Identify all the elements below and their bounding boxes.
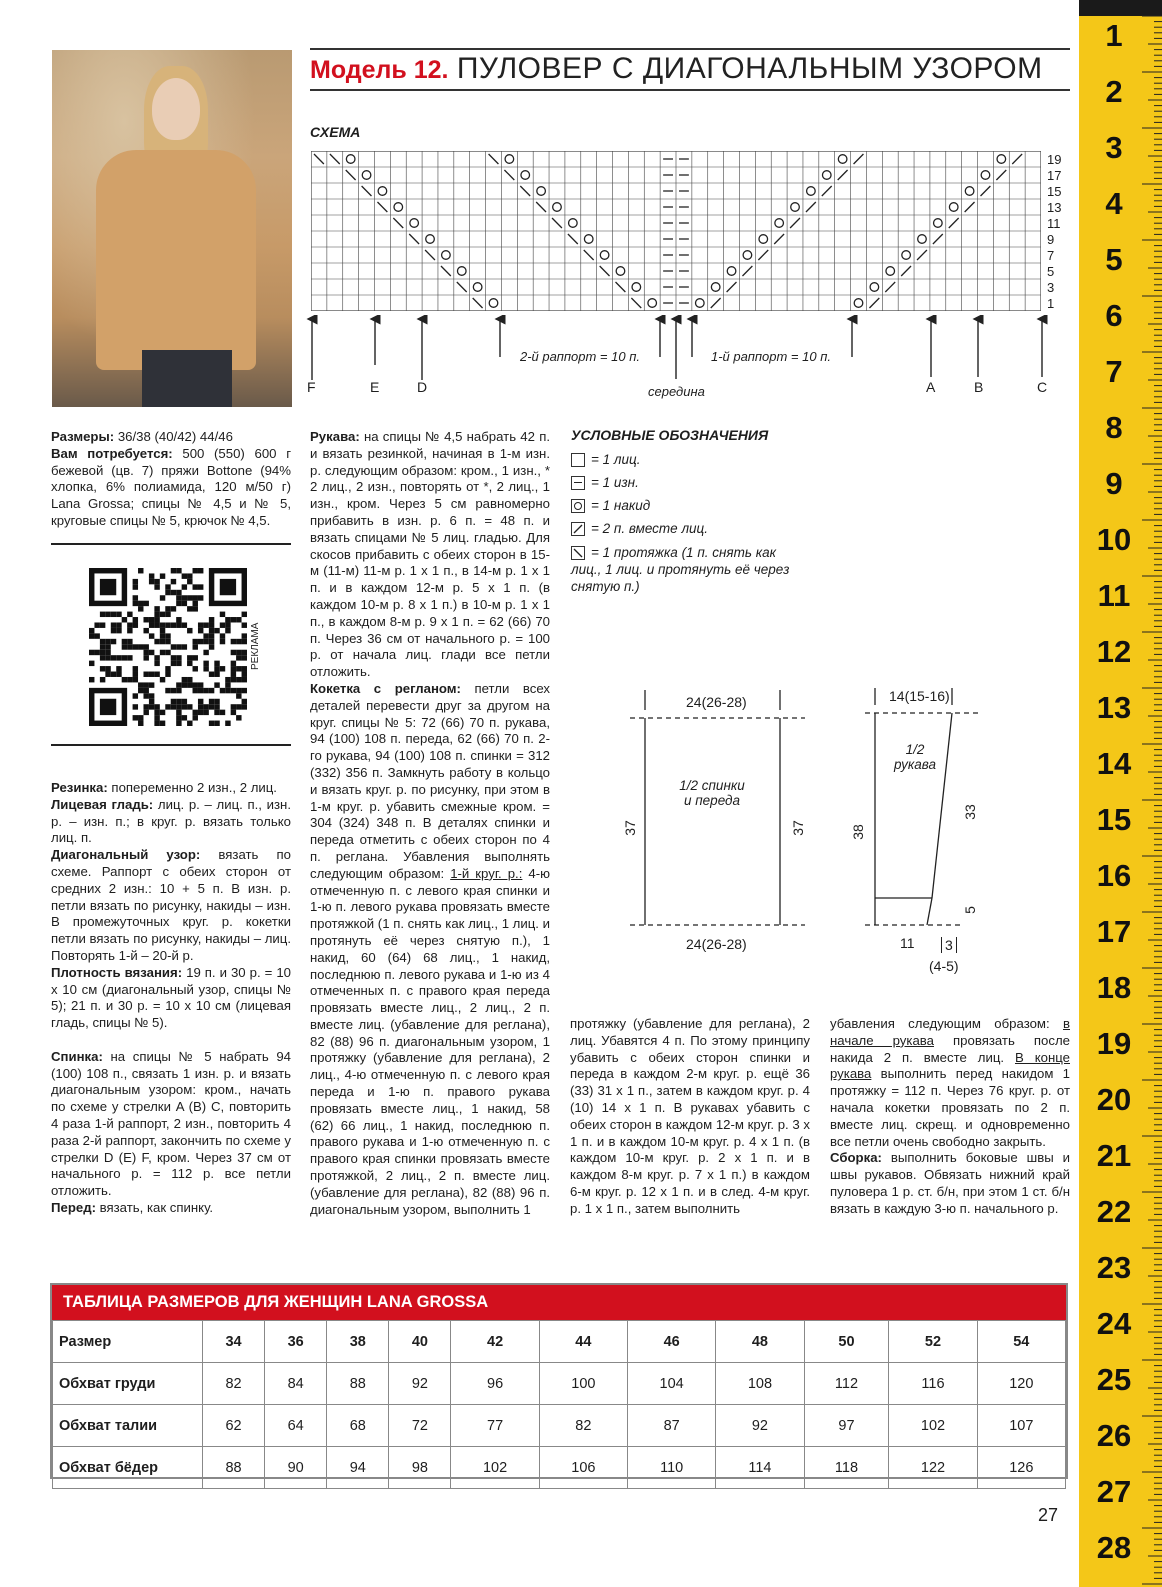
table-cell: 97 [804,1405,889,1447]
sleeve-label: 1/2 рукава [894,742,936,772]
ruler-number: 27 [1096,1474,1132,1509]
ruler-number: 24 [1096,1306,1132,1341]
ruler-number: 9 [1105,466,1123,501]
divider [51,744,291,746]
middle-label: середина [648,384,705,399]
ruler-number: 28 [1096,1530,1132,1565]
row-number: 15 [1047,184,1062,199]
table-cell: 40 [389,1321,451,1363]
table-row [53,1363,1066,1405]
table-cell: 64 [265,1405,327,1447]
table-cell: 82 [539,1405,627,1447]
body-left-measure: 37 [621,820,638,836]
ruler-number: 11 [1097,578,1131,613]
table-cell: 38 [327,1321,389,1363]
table-cell: 120 [977,1363,1065,1405]
arrow-b: B [974,379,984,395]
sleeve-left-measure: 38 [849,824,866,840]
table-cell: 110 [628,1447,716,1489]
legend-knit: = 1 лиц. [571,452,641,467]
table-cell: 82 [203,1363,265,1405]
table-cell: 46 [628,1321,716,1363]
row-number: 5 [1047,264,1055,279]
row-number: 17 [1047,168,1062,183]
table-row [53,1321,1066,1363]
divider [51,543,291,545]
table-cell: 102 [451,1447,539,1489]
table-cell: 108 [716,1363,804,1405]
sleeve-bottom-small: 3 [941,937,957,953]
ruler-number: 5 [1105,242,1123,277]
table-cell: 90 [265,1447,327,1489]
table-cell: 116 [889,1363,977,1405]
repeat-1-label: 1-й раппорт = 10 п. [711,349,831,364]
ruler-number: 25 [1096,1362,1132,1397]
qr-code[interactable] [89,568,247,726]
table-cell: 87 [628,1405,716,1447]
ruler-number: 13 [1096,690,1132,725]
row-number: 11 [1047,216,1061,231]
ruler-number: 14 [1096,746,1132,781]
table-cell: 104 [628,1363,716,1405]
ruler-number: 7 [1105,354,1123,389]
table-cell: 77 [451,1405,539,1447]
page-number: 27 [1038,1505,1059,1525]
legend-yarnover: = 1 накид [571,498,650,513]
table-cell: 88 [203,1447,265,1489]
legend-title: УСЛОВНЫЕ ОБОЗНАЧЕНИЯ [571,427,769,443]
table-cell: 54 [977,1321,1065,1363]
table-cell: 114 [716,1447,804,1489]
title-rule-bottom [310,89,1070,91]
ruler-number: 21 [1096,1138,1132,1173]
table-cell: 106 [539,1447,627,1489]
size-table-title: ТАБЛИЦА РАЗМЕРОВ ДЛЯ ЖЕНЩИН LANA GROSSA [52,1285,1066,1320]
ruler-number: 10 [1096,522,1132,557]
table-cell: 107 [977,1405,1065,1447]
row-number: 1 [1047,296,1055,311]
table-row [53,1447,1066,1489]
ruler-number: 26 [1096,1418,1132,1453]
table-cell: 68 [327,1405,389,1447]
materials-text: Размеры: 36/38 (40/42) 44/46 Вам потребуется: 500 (550) 600 г бежевой (цв. 7) пряжи Bottone (94% хлопка, 6% полиамида, 120 м/50 г) Lana Grossa; спицы № 4,5 и № 5, круговые спицы № 5, крючок № 4,5. [51,429,292,528]
row-label: Размер [53,1321,203,1363]
arrow-c: C [1037,379,1048,395]
arrow-a: A [926,379,936,395]
table-row [53,1405,1066,1447]
sleeve-yoke-text: Рукава: на спицы № 4,5 набрать 42 п. и вязать резинкой, начиная в 1-м изн. р. следующим образом: кром., 1 изн., * 2 лиц., 2 изн., повторять от *, 2 лиц., 1 изн., кром. Через 5 см равномерно прибавить в изн. р. 6 п. = 48 п. и вязать спицами № 5 лиц. гладью. Для скосов прибавить с обеих сторон в 15-м (11-м) 11-м р. 1 х 1 п., в 14-м р. 1 х 1 п. и в каждом 12-м р. 5 х 1 п. (в каждом 10-м р. 8 х 1 п.) в 10-м р. 1 х 1 п., в каждом 8-м р. 9 х 1 п. = 62 (66) 70 п. Через 36 см от начального р. = 100 р. от начала лиц. глади все петли отложить. Кокетка с регланом: петли всех деталей перевести друг за другом на круг. спицы № 5: 72 (66) 70 п. рукава, 94 (100) 108 п. переда, 62 (66) 70 п. 2-го рукава, 94 (100) 108 п. спинки = 312 (332) 356 п. Замкнуть работу в кольцо и вязать круг. р. по рисунку, при этом в 1-м круг. р. убавить смежные кром. = 304 (324) 348 п. В деталях спинки и переда отметить с обеих сторон по 4 п. реглана. Убавления выполнять следующим образом: 1-й круг. р.: 4-ю отмеченную п. с левого края спинки и 1-ю п. левого рукава провязать вместе протяжкой (1 п. снять как лиц., 1 лиц. и протянуть её через снятую п.), 1 накид, 60 (64) 68 лиц., 1 накид, последнюю п. левого рукава и 1-ю из 4 отмеченных п. с правого края переда провязать вместе лиц., 2 лиц., 2 п. вместе лиц. (убавление для реглана), 82 (88) 96 п. диагональным узором, 1 протяжку (убавление для реглана), 2 лиц., 4-ю отмеченную п. с левого края переда и 1-ю п. правого рукава провязать вместе лиц., 1 накид, 58 (62) 66 лиц., 1 накид, последнюю п. правого рукава и 1-ю отмеченную п. с правого края спинки провязать вместе протяжкой, 2 лиц., 2 п. вместе лиц. (убавление для реглана), 82 (88) 96 п. диагональным узором, выполнить 1 [310,429,550,1217]
sleeve-right-measure: 33 [961,804,978,820]
sleeve-bottom-measure: 11 [900,935,915,951]
table-cell: 42 [451,1321,539,1363]
ruler-number: 8 [1105,410,1123,445]
body-bottom-measure: 24(26-28) [686,936,747,952]
arrow-d: D [417,379,428,395]
ruler-number: 3 [1105,130,1123,165]
body-label: 1/2 спинки и переда [679,778,745,808]
table-cell: 52 [889,1321,977,1363]
ruler-number: 20 [1096,1082,1132,1117]
table-cell: 96 [451,1363,539,1405]
table-cell: 50 [804,1321,889,1363]
legend-ssk: = 1 протяжка (1 п. снять как лиц., 1 лиц. и протянуть её через снятую п.) [571,545,790,594]
patterns-text: Резинка: попеременно 2 изн., 2 лиц. Лицевая гладь: лиц. р. – лиц. п., изн. р. – изн. п.; в круг. р. вязать только лиц. п. Диагональный узор: вязать по схеме. Раппорт с обеих сторон от средних 2 изн.: 10 + 5 п. В изн. р. петли вязать по рисунку, накиды – изн. В промежуточных круг. р. кокетки петли вязать по рисунку, накиды – лиц. Повторять 1-й – 20-й р. Плотность вязания: 19 п. и 30 р. = 10 х 10 см (диагональный узор, спицы № 5); 21 п. и 30 р. = 10 х 10 см (лицевая гладь, спицы № 5). Спинка: на спицы № 5 набрать 94 (100) 108 п., связать 1 изн. р. и вязать диагональным узором: кром., начать по схеме у стрелки A (B) C, повторить 4 раза 1-й раппорт, 2 изн., повторить 4 раза 2-й раппорт, закончить по схеме у стрелки D (E) F, кром. Через 37 см от начального р. = 112 р. все петли отложить. Перед: вязать, как спинку. [51,780,292,1215]
ruler-number: 6 [1105,298,1123,333]
measuring-tape [1079,0,1162,1587]
body-right-measure: 37 [789,820,806,836]
table-cell: 126 [977,1447,1065,1489]
row-label: Обхват бёдер [53,1447,203,1489]
table-cell: 100 [539,1363,627,1405]
ruler-number: 12 [1096,634,1132,669]
ruler-number: 4 [1105,186,1123,221]
row-label: Обхват груди [53,1363,203,1405]
row-number: 13 [1047,200,1062,215]
ruler-number: 18 [1096,970,1132,1005]
row-number: 19 [1047,152,1062,167]
row-number: 3 [1047,280,1055,295]
row-number: 7 [1047,248,1055,263]
body-top-measure: 24(26-28) [686,694,747,710]
model-photo [52,50,292,407]
table-cell: 112 [804,1363,889,1405]
row-number: 9 [1047,232,1055,247]
knitting-chart [311,151,1041,311]
ruler-number: 1 [1105,18,1123,53]
ruler-number: 2 [1105,74,1123,109]
ruler-number: 16 [1096,858,1132,893]
size-table-frame [50,1283,1068,1479]
arrow-f: F [307,379,316,395]
table-cell: 94 [327,1447,389,1489]
page-title: Модель 12. ПУЛОВЕР С ДИАГОНАЛЬНЫМ УЗОРОМ [310,52,1043,85]
ruler-number: 22 [1096,1194,1132,1229]
table-cell: 122 [889,1447,977,1489]
row-label: Обхват талии [53,1405,203,1447]
sleeve-cuff-measure: 5 [961,906,978,914]
ruler-number: 15 [1096,802,1132,837]
table-cell: 84 [265,1363,327,1405]
table-cell: 36 [265,1321,327,1363]
ruler-number: 23 [1096,1250,1132,1285]
ruler-number: 17 [1096,914,1132,949]
table-cell: 92 [389,1363,451,1405]
table-cell: 118 [804,1447,889,1489]
finishing-text: убавления следующим образом: в начале рукава провязать после накида 2 п. вместе лиц. В конце рукава выполнить перед накидом 1 протяжку = 112 п. Через 76 круг. р. от начала кокетки провязать по 2 п. вместе лиц. скрещ. и одновременно все петли очень свободно закрыть. Сборка: выполнить боковые швы и швы рукавов. Обвязать нижний край пуловера 1 р. ст. б/н, при этом 1 ст. б/н вязать в каждую 3-ю п. начального р. [830,1016,1070,1216]
table-cell: 102 [889,1405,977,1447]
size-table [52,1320,1066,1489]
table-cell: 98 [389,1447,451,1489]
arrow-e: E [370,379,380,395]
scheme-label: СХЕМА [310,124,361,140]
sleeve-bottom-range: (4-5) [929,958,959,974]
ruler-number: 19 [1096,1026,1132,1061]
table-cell: 62 [203,1405,265,1447]
yoke-continued-text: протяжку (убавление для реглана), 2 лиц. Убавятся 4 п. По этому принципу убавить с обеих сторон спинки и переда в каждом 2-м круг. р. ещё 36 (33) 31 х 1 п., затем в каждом круг. р. 4 (10) 14 х 1 п. В рукавах убавить с обеих сторон в каждом 12-м круг. р. 3 х 1 п. и в каждом 10-м круг. р. 4 х 1 п. (в каждом 10-м круг. р. 2 х 1 п. и в каждом 8-м круг. р. 7 х 1 п.) в каждом 6-м круг. р. 12 х 1 п. и в след. 4-м круг. р. 1 х 1 п., затем выполнить [570,1016,810,1216]
table-cell: 48 [716,1321,804,1363]
legend-k2tog: = 2 п. вместе лиц. [571,521,708,536]
table-cell: 72 [389,1405,451,1447]
table-cell: 92 [716,1405,804,1447]
table-cell: 44 [539,1321,627,1363]
legend-purl: = 1 изн. [571,475,639,490]
title-rule-top [310,48,1070,50]
table-cell: 34 [203,1321,265,1363]
sleeve-top-measure: 14(15-16) [889,688,950,704]
ad-label: РЕКЛАМА [250,622,261,670]
repeat-2-label: 2-й раппорт = 10 п. [520,349,640,364]
table-cell: 88 [327,1363,389,1405]
